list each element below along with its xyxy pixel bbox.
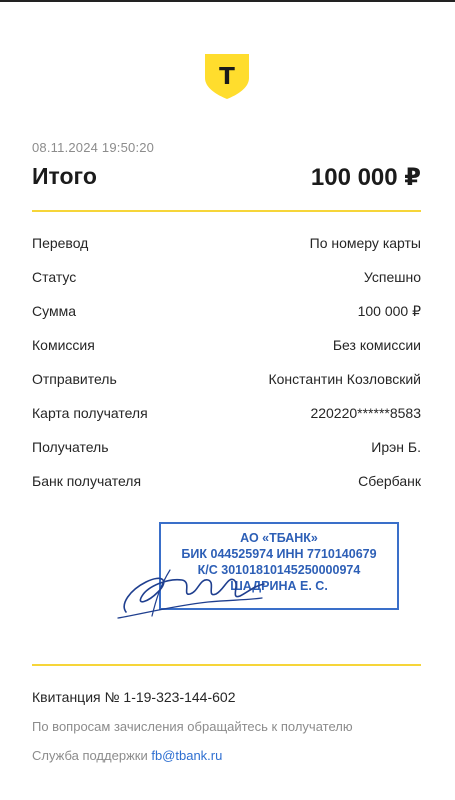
divider-bottom: [32, 664, 421, 666]
detail-row-status: [32, 266, 421, 300]
detail-value: 100 000 ₽: [357, 303, 421, 319]
detail-label: Комиссия: [32, 337, 95, 353]
details-list: [32, 232, 421, 504]
total-amount: 100 000 ₽: [310, 164, 421, 191]
detail-row-transfer: [32, 232, 421, 266]
detail-row-sender: [32, 368, 421, 402]
support-label: Служба поддержки: [32, 748, 152, 763]
detail-value: Константин Козловский: [268, 371, 421, 387]
stamp-bik-inn: БИК 044525974 ИНН 7710140679: [181, 547, 377, 561]
detail-value: Сбербанк: [358, 473, 421, 489]
detail-label: Перевод: [32, 235, 89, 251]
support-email-link[interactable]: fb@tbank.ru: [151, 748, 223, 763]
detail-label: Банк получателя: [32, 473, 142, 489]
detail-label: Получатель: [32, 439, 109, 455]
logo-letter: Т: [219, 64, 235, 90]
detail-label: Сумма: [32, 303, 76, 319]
divider-top: [32, 210, 421, 212]
detail-value: Успешно: [363, 269, 421, 285]
support-line: [32, 748, 222, 763]
detail-label: Статус: [32, 269, 77, 285]
tbank-shield-logo-icon: [203, 52, 251, 100]
total-label: Итого: [32, 163, 97, 189]
receipt-number: Квитанция № 1-19-323-144-602: [32, 689, 236, 705]
handwritten-signature: [112, 556, 272, 626]
detail-value: Без комиссии: [332, 337, 421, 353]
top-border: [0, 0, 455, 2]
detail-value: 220220******8583: [310, 405, 421, 421]
detail-value: По номеру карты: [309, 235, 421, 251]
detail-row-recipient: [32, 436, 421, 470]
stamp-signatory: ШАДРИНА Е. С.: [230, 579, 328, 593]
detail-row-recipient-bank: [32, 470, 421, 504]
detail-row-recipient-card: [32, 402, 421, 436]
detail-label: Карта получателя: [32, 405, 148, 421]
transaction-datetime: 08.11.2024 19:50:20: [32, 140, 155, 155]
detail-row-amount: [32, 300, 421, 334]
recipient-note: По вопросам зачисления обращайтесь к получателю: [32, 719, 353, 734]
stamp-corr-account: К/С 30101810145250000974: [197, 563, 361, 577]
stamp-bank-name: АО «ТБАНК»: [240, 531, 318, 545]
detail-label: Отправитель: [32, 371, 117, 387]
detail-row-commission: [32, 334, 421, 368]
detail-value: Ирэн Б.: [371, 439, 421, 455]
